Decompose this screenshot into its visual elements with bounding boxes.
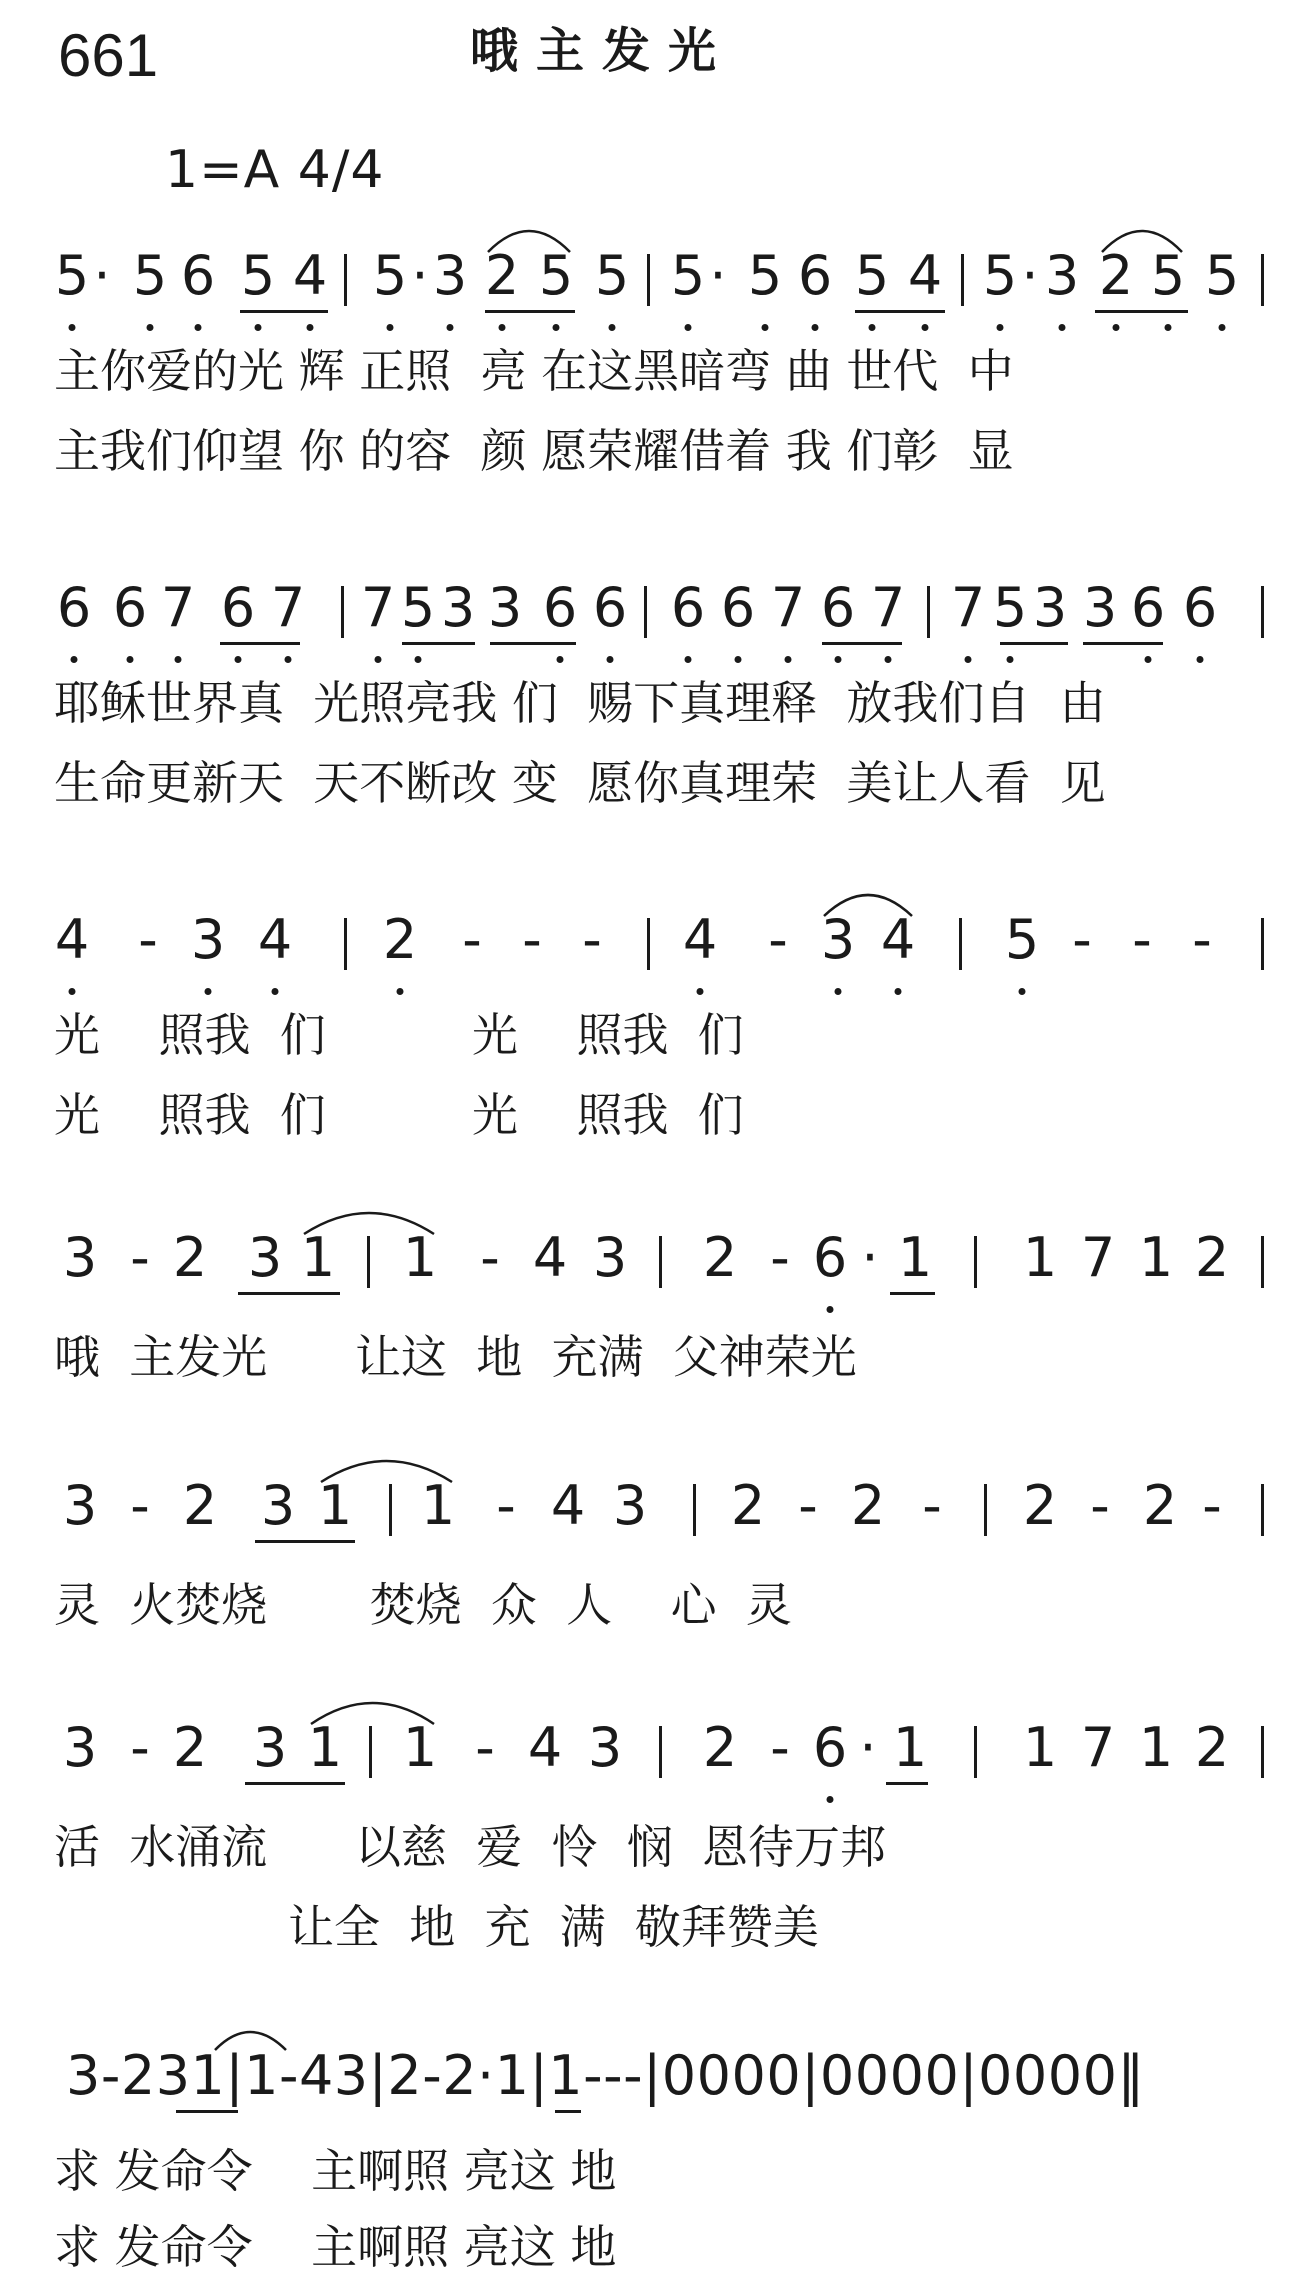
note-numeral: 2 [182,1474,218,1537]
lyric-line: 灵 火焚烧 焚烧 众 人 心 灵 [54,1578,792,1632]
note-numeral: 5 [992,576,1028,639]
note-numeral: 2 [1142,1474,1178,1537]
note-numeral: 4 [54,908,90,971]
dash-mark: - [462,908,482,971]
note-numeral: 4 [527,1716,563,1779]
note-numeral: 3 [440,576,476,639]
lower-octave-dot [1145,656,1152,663]
note-numeral: 6 [56,576,92,639]
lower-octave-dot [735,656,742,663]
augmentation-dot: · [861,1226,879,1289]
bar-line [644,586,647,638]
note-numeral: 3 [190,908,226,971]
note-numeral: 7 [770,576,806,639]
note-numeral: 4 [907,244,943,307]
note-numeral: 5 [982,244,1018,307]
note-numeral: 7 [870,576,906,639]
lower-octave-dot [1007,656,1014,663]
augmentation-dot: · [93,244,111,307]
beam-underline [1000,642,1068,645]
lyric-line: 光 照我 们 光 照我 们 [54,1088,744,1142]
note-numeral: 3 [587,1716,623,1779]
dash-mark: - [1192,908,1212,971]
note-numeral: 2 [484,244,520,307]
lower-octave-dot [835,656,842,663]
note-numeral: 6 [1130,576,1166,639]
dash-mark: - [1202,1474,1222,1537]
beam-underline [1083,642,1163,645]
note-numeral: 7 [950,576,986,639]
lower-octave-dot [285,656,292,663]
note-numeral: 6 [797,244,833,307]
note-numeral: 3 [62,1226,98,1289]
dash-mark: - [1132,908,1152,971]
slur-layer [0,1222,1304,1332]
augmentation-dot: · [411,244,429,307]
song-title: 哦主发光 [470,23,735,79]
lower-octave-dot [557,656,564,663]
notation-line [0,1470,1304,1580]
hymn-number: 661 [58,22,159,89]
note-numeral: 2 [730,1474,766,1537]
note-numeral: 7 [160,576,196,639]
note-numeral: 7 [360,576,396,639]
beam-underline [220,642,300,645]
note-numeral: 4 [532,1226,568,1289]
lower-octave-dot [375,656,382,663]
slur-layer [0,240,1304,350]
notation-line [0,2040,1304,2150]
note-numeral: 3 [252,1716,288,1779]
note-numeral: 3 [432,244,468,307]
note-numeral: 6 [720,576,756,639]
slur-layer [0,1470,1304,1580]
note-numeral: 3 [820,908,856,971]
augmentation-dot: · [709,244,727,307]
dash-mark: - [582,908,602,971]
note-numeral: 2 [1022,1474,1058,1537]
slur-arc [488,231,570,252]
note-numeral: 5 [240,244,276,307]
note-numeral: 3 [1044,244,1080,307]
lyric-line: 光 照我 们 光 照我 们 [54,1008,744,1062]
lower-octave-dot [71,656,78,663]
lower-octave-dot [175,656,182,663]
note-numeral: 5 [54,244,90,307]
dash-mark: - [1072,908,1092,971]
lower-octave-dot [965,656,972,663]
note-numeral: 4 [292,244,328,307]
dash-mark: - [770,1226,790,1289]
dash-mark: - [922,1474,942,1537]
lyric-line: 哦 主发光 让这 地 充满 父神荣光 [54,1330,857,1384]
lower-octave-dot [235,656,242,663]
dash-mark: - [480,1226,500,1289]
lyric-line: 活 水涌流 以慈 爱 怜 悯 恩待万邦 [54,1820,886,1874]
lyric-line: 主我们仰望 你 的容 颜 愿荣耀借着 我 们彰 显 [54,424,1014,478]
note-numeral: 5 [1150,244,1186,307]
note-numeral: 1 [402,1716,438,1779]
slur-arc [304,1213,434,1234]
notation-line [0,1222,1304,1332]
dash-mark: - [522,908,542,971]
note-numeral: 6 [112,576,148,639]
lower-octave-dot [127,656,134,663]
lyric-line: 生命更新天 天不断改 变 愿你真理荣 美让人看 见 [54,756,1106,810]
note-numeral: 7 [270,576,306,639]
note-numeral: 3 [62,1716,98,1779]
note-numeral: 6 [180,244,216,307]
note-numeral: 5 [400,576,436,639]
note-numeral: 4 [880,908,916,971]
note-numeral: 1 [1022,1716,1058,1779]
final-notation-text: 3-231|1-43|2-2·1|1---|0000|0000|0000‖ [66,2044,1145,2107]
note-numeral: 6 [670,576,706,639]
dash-mark: - [475,1716,495,1779]
note-numeral: 2 [1194,1226,1230,1289]
slur-layer [0,1712,1304,1822]
note-numeral: 2 [1194,1716,1230,1779]
note-numeral: 1 [317,1474,353,1537]
lower-octave-dot [1197,656,1204,663]
note-numeral: 6 [542,576,578,639]
slur-arc [824,895,912,916]
lyric-line: 求 发命令 主啊照 亮这 地 [54,2144,617,2198]
lower-octave-dot [607,656,614,663]
note-numeral: 5 [747,244,783,307]
note-numeral: 4 [257,908,293,971]
note-numeral: 3 [1082,576,1118,639]
slur-arc [215,2032,286,2050]
note-numeral: 1 [892,1716,928,1779]
lyric-line: 让全 地 充 满 敬拜赞美 [54,1900,819,1954]
beam-underline [402,642,475,645]
notation-line [0,240,1304,350]
note-numeral: 5 [372,244,408,307]
beam-underline [490,642,576,645]
note-numeral: 6 [812,1226,848,1289]
note-numeral: 5 [538,244,574,307]
dash-mark: - [138,908,158,971]
key-signature: 1=A 4/4 [165,140,385,200]
note-numeral: 6 [220,576,256,639]
note-numeral: 3 [247,1226,283,1289]
note-numeral: 3 [1032,576,1068,639]
slur-layer [0,2040,1304,2150]
dash-mark: - [768,908,788,971]
slur-arc [321,1461,452,1482]
dash-mark: - [130,1716,150,1779]
note-numeral: 1 [420,1474,456,1537]
dash-mark: - [496,1474,516,1537]
note-numeral: 5 [594,244,630,307]
note-numeral: 1 [1138,1716,1174,1779]
note-numeral: 1 [1138,1226,1174,1289]
bar-line [1261,586,1264,638]
notation-line [0,1712,1304,1822]
note-numeral: 2 [1098,244,1134,307]
note-numeral: 2 [172,1226,208,1289]
bar-line [927,586,930,638]
slur-layer [0,904,1304,1014]
note-numeral: 2 [382,908,418,971]
lyric-line: 主你爱的光 辉 正照 亮 在这黑暗弯 曲 世代 中 [54,344,1014,398]
augmentation-dot: · [859,1716,877,1779]
note-numeral: 3 [62,1474,98,1537]
note-numeral: 2 [850,1474,886,1537]
note-numeral: 1 [402,1226,438,1289]
dash-mark: - [130,1474,150,1537]
lower-octave-dot [685,656,692,663]
note-numeral: 7 [1080,1716,1116,1779]
note-numeral: 6 [820,576,856,639]
note-numeral: 3 [260,1474,296,1537]
note-numeral: 3 [612,1474,648,1537]
note-numeral: 6 [1182,576,1218,639]
note-numeral: 1 [300,1226,336,1289]
note-numeral: 4 [682,908,718,971]
dash-mark: - [770,1716,790,1779]
note-numeral: 2 [702,1226,738,1289]
note-numeral: 5 [670,244,706,307]
note-numeral: 6 [812,1716,848,1779]
note-numeral: 2 [702,1716,738,1779]
slur-arc [1102,231,1182,252]
lower-octave-dot [885,656,892,663]
lower-octave-dot [785,656,792,663]
note-numeral: 5 [854,244,890,307]
note-numeral: 3 [487,576,523,639]
lyric-line: 耶稣世界真 光照亮我 们 赐下真理释 放我们自 由 [54,676,1106,730]
note-numeral: 5 [1204,244,1240,307]
dash-mark: - [798,1474,818,1537]
augmentation-dot: · [1021,244,1039,307]
note-numeral: 6 [592,576,628,639]
slur-arc [311,1703,434,1724]
notation-line [0,572,1304,682]
note-numeral: 1 [897,1226,933,1289]
note-numeral: 5 [1004,908,1040,971]
bar-line [341,586,344,638]
note-numeral: 2 [172,1716,208,1779]
lower-octave-dot [415,656,422,663]
lyric-line: 求 发命令 主啊照 亮这 地 [54,2220,617,2274]
note-numeral: 3 [592,1226,628,1289]
note-numeral: 1 [307,1716,343,1779]
note-numeral: 4 [550,1474,586,1537]
note-numeral: 1 [1022,1226,1058,1289]
note-numeral: 5 [132,244,168,307]
dash-mark: - [1090,1474,1110,1537]
dash-mark: - [130,1226,150,1289]
beam-underline [822,642,902,645]
note-numeral: 7 [1080,1226,1116,1289]
notation-line [0,904,1304,1014]
